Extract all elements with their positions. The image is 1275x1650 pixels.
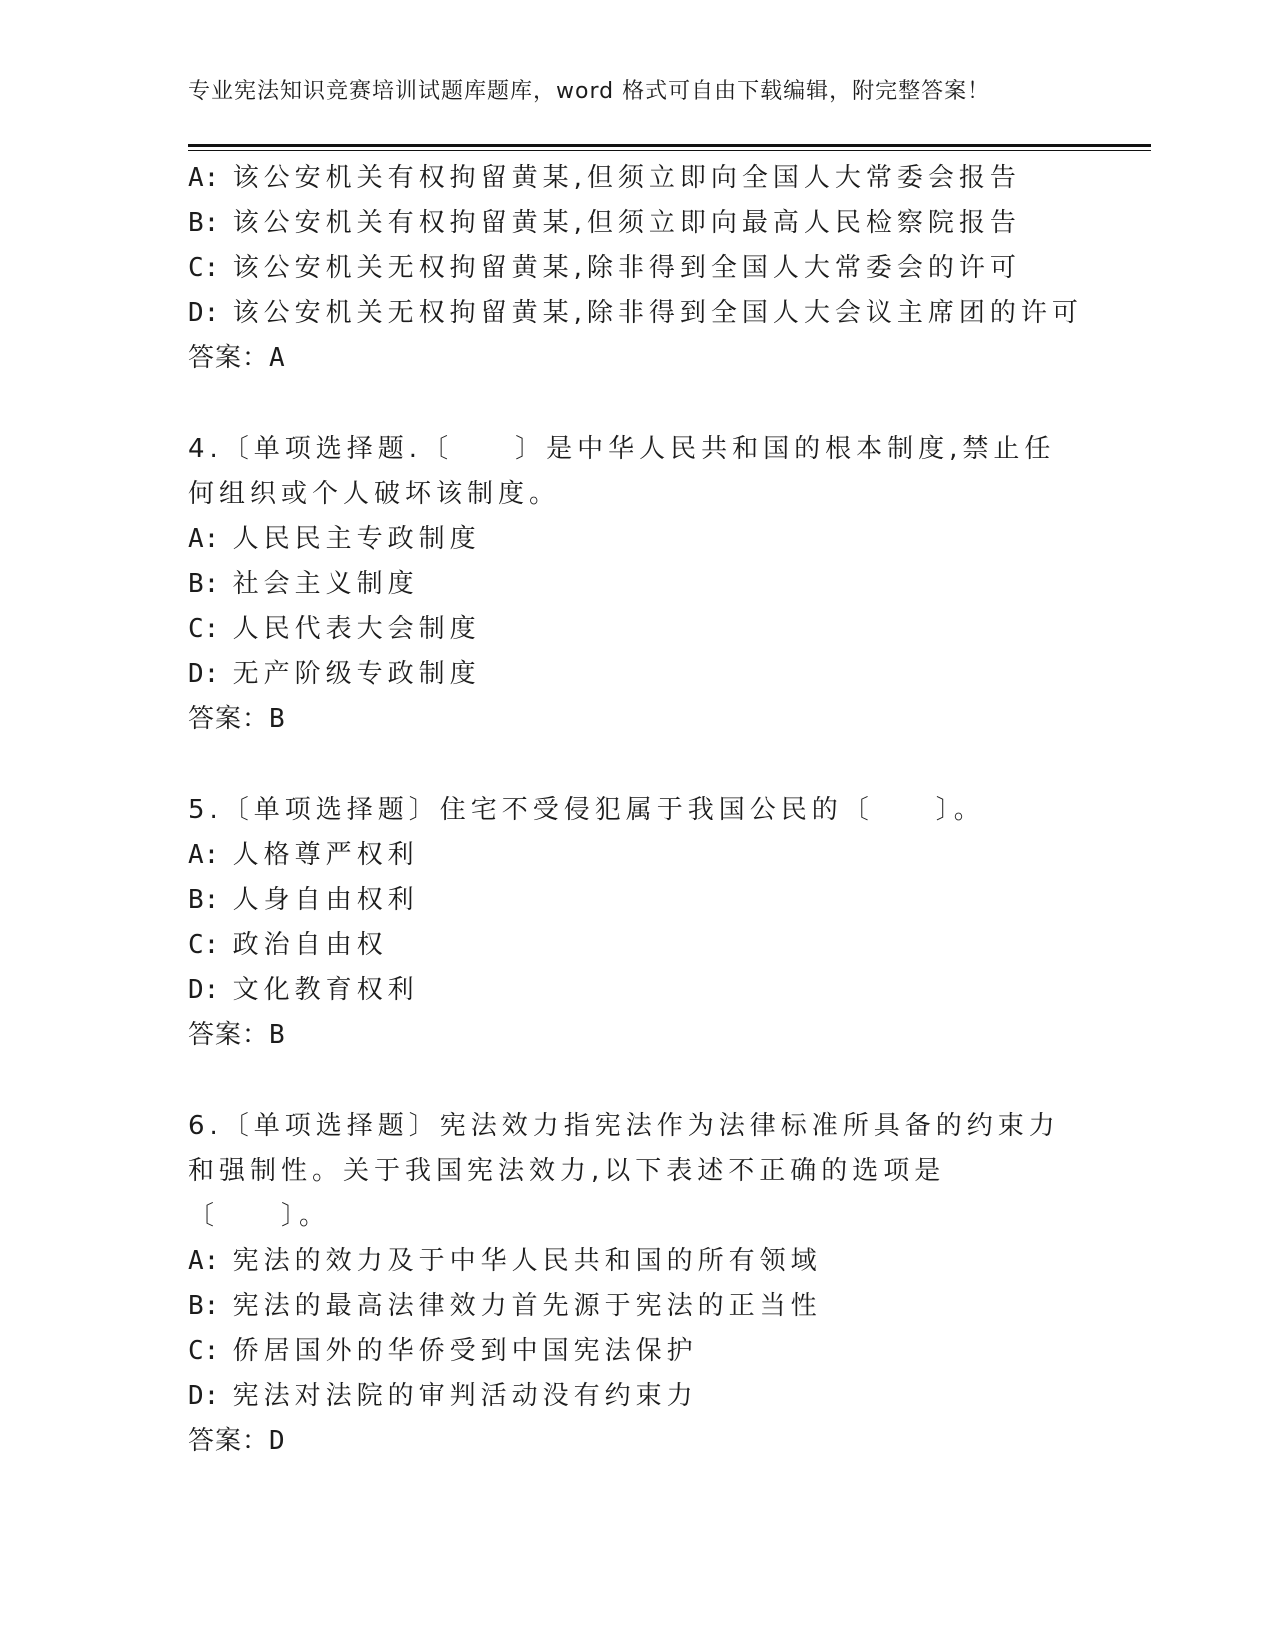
answer-line: 答案：B: [188, 1020, 286, 1050]
question-stem: 6.〔单项选择题〕宪法效力指宪法作为法律标准所具备的约束力和强制性。关于我国宪法效力,以下表述不正确的选项是〔 〕。: [188, 1111, 1060, 1231]
option-d: D: 该公安机关无权拘留黄某,除非得到全国人大会议主席团的许可: [188, 298, 1083, 328]
option-a: A: 人格尊严权利: [188, 840, 419, 870]
answer-value: B: [269, 704, 286, 734]
option-b: B: 社会主义制度: [188, 569, 419, 599]
option-d: D: 无产阶级专政制度: [188, 659, 481, 689]
answer-line: 答案：B: [188, 704, 286, 734]
question-3: [188, 156, 1088, 381]
option-c: C: 人民代表大会制度: [188, 614, 481, 644]
header-divider-thick: [188, 144, 1151, 147]
question-6: [188, 1104, 1088, 1464]
question-stem: 5.〔单项选择题〕住宅不受侵犯属于我国公民的〔 〕。: [188, 795, 985, 825]
option-d: D: 宪法对法院的审判活动没有约束力: [188, 1381, 698, 1411]
option-c: C: 政治自由权: [188, 930, 388, 960]
question-list: [188, 156, 1088, 1510]
answer-value: A: [269, 343, 286, 373]
answer-value: D: [269, 1426, 286, 1456]
option-b: B: 人身自由权利: [188, 885, 419, 915]
option-a: A: 人民民主专政制度: [188, 524, 481, 554]
option-b: B: 宪法的最高法律效力首先源于宪法的正当性: [188, 1291, 822, 1321]
option-b: B: 该公安机关有权拘留黄某,但须立即向最高人民检察院报告: [188, 208, 1021, 238]
answer-line: 答案：A: [188, 343, 286, 373]
answer-line: 答案：D: [188, 1426, 286, 1456]
question-5: [188, 788, 1088, 1058]
answer-value: B: [269, 1020, 286, 1050]
option-a: A: 该公安机关有权拘留黄某,但须立即向全国人大常委会报告: [188, 163, 1021, 193]
question-4: [188, 427, 1088, 742]
option-a: A: 宪法的效力及于中华人民共和国的所有领域: [188, 1246, 822, 1276]
header-divider-thin: [188, 150, 1151, 151]
question-stem: 4.〔单项选择题.〔 〕是中华人民共和国的根本制度,禁止任何组织或个人破坏该制度。: [188, 434, 1056, 509]
option-c: C: 该公安机关无权拘留黄某,除非得到全国人大常委会的许可: [188, 253, 1021, 283]
option-d: D: 文化教育权利: [188, 975, 419, 1005]
page-header: 专业宪法知识竞赛培训试题库题库，word 格式可自由下载编辑，附完整答案！: [188, 79, 991, 104]
option-c: C: 侨居国外的华侨受到中国宪法保护: [188, 1336, 698, 1366]
